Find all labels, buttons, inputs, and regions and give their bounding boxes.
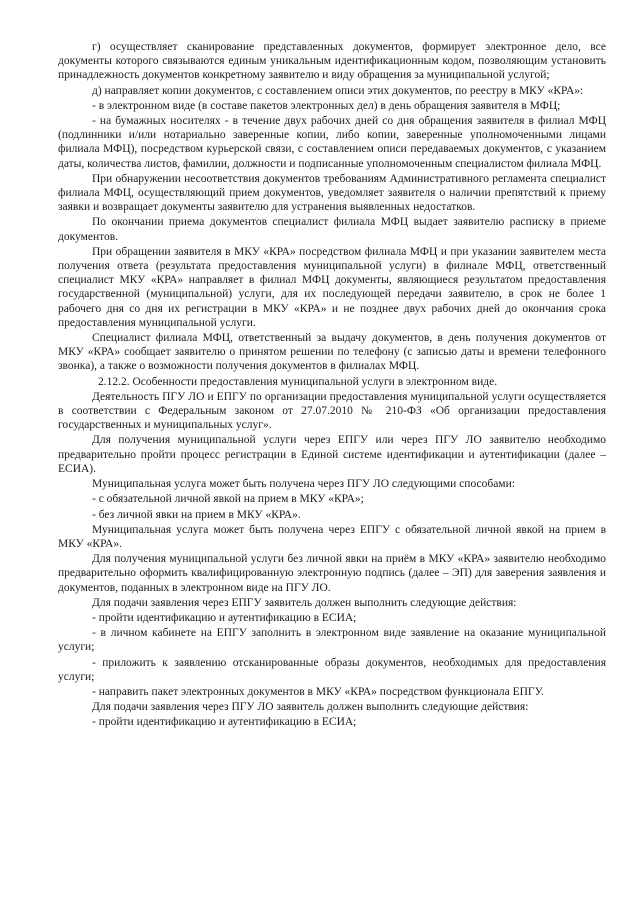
list-item: - пройти идентификацию и аутентификацию в ЕСИА; bbox=[92, 716, 357, 729]
paragraph: д) направляет копии документов, с составлением описи этих документов, по реестру в МКУ «КРА»: bbox=[92, 84, 584, 97]
paragraph: Для подачи заявления через ЕПГУ заявитель должен выполнить следующие действия: bbox=[92, 596, 517, 609]
paragraph: г) осуществляет сканирование представленных документов, формирует электронное дело, все документы которого связываются единым уникальным идентификационным кодом, позволяющим установить принадлежность документов конкретному заявителю и виду обращения за муниципальной услугой; bbox=[58, 41, 606, 82]
list-item: - пройти идентификацию и аутентификацию в ЕСИА; bbox=[92, 611, 357, 624]
list-item: - в личном кабинете на ЕПГУ заполнить в электронном виде заявление на оказание муниципальной услуги; bbox=[58, 627, 606, 654]
list-item: - приложить к заявлению отсканированные образы документов, необходимых для предоставления услуги; bbox=[58, 656, 606, 683]
section-heading: 2.12.2. Особенности предоставления муниципальной услуги в электронном виде. bbox=[98, 375, 498, 388]
paragraph: При обнаружении несоответствия документов требованиям Административного регламента специалист филиала МФЦ, осуществляющий прием документов, уведомляет заявителя о наличии препятствий к приему заявки и возвращает документы заявителю для устранения выявленных недостатков. bbox=[58, 172, 606, 214]
paragraph: Муниципальная услуга может быть получена через ЕПГУ с обязательной личной явкой на прием в МКУ «КРА». bbox=[58, 523, 606, 550]
paragraph: Специалист филиала МФЦ, ответственный за выдачу документов, в день получения документов от МКУ «КРА» сообщает заявителю о принятом решении по телефону (с записью даты и времени телефонного звонка), а также о возможности получения документов в филиалах МФЦ. bbox=[58, 332, 606, 373]
paragraph: Для получения муниципальной услуги без личной явки на приём в МКУ «КРА» заявителю необходимо предварительно оформить квалифицированную электронную подпись (далее – ЭП) для заверения заявления и документов, поданных в электронном виде на ПГУ ЛО. bbox=[58, 553, 606, 594]
paragraph: По окончании приема документов специалист филиала МФЦ выдает заявителю расписку в приеме документов. bbox=[58, 216, 606, 243]
paragraph: Для подачи заявления через ПГУ ЛО заявитель должен выполнить следующие действия: bbox=[92, 701, 529, 714]
paragraph: - в электронном виде (в составе пакетов электронных дел) в день обращения заявителя в МФЦ; bbox=[92, 99, 561, 112]
paragraph: Муниципальная услуга может быть получена через ПГУ ЛО следующими способами: bbox=[92, 478, 515, 491]
document-page bbox=[58, 40, 606, 731]
paragraph: - на бумажных носителях - в течение двух рабочих дней со дня обращения заявителя в филиал МФЦ (подлинники и/или нотариально заверенные копии, либо копии, заверенные уполномоченными лицами филиала МФЦ), посредством курьерской связи, с составлением описи передаваемых документов, с указанием даты, количества листов, фамилии, должности и подписанные уполномоченным специалистом филиала МФЦ. bbox=[58, 115, 606, 170]
paragraph: Деятельность ПГУ ЛО и ЕПГУ по организации предоставления муниципальной услуги осуществляется в соответствии с Федеральным законом от 27.07.2010 № 210-ФЗ «Об организации предоставления государственных и муниципальных услуг». bbox=[58, 390, 606, 432]
list-item: - направить пакет электронных документов в МКУ «КРА» посредством функционала ЕПГУ. bbox=[92, 685, 544, 698]
list-item: - с обязательной личной явкой на прием в МКУ «КРА»; bbox=[92, 493, 364, 506]
paragraph: Для получения муниципальной услуги через ЕПГУ или через ПГУ ЛО заявителю необходимо предварительно пройти процесс регистрации в Единой системе идентификации и аутентификации (далее – ЕСИА). bbox=[58, 434, 606, 475]
paragraph: При обращении заявителя в МКУ «КРА» посредством филиала МФЦ и при указании заявителем места получения ответа (результата предоставления муниципальной услуги) в филиале МФЦ, ответственный специалист МКУ «КРА» направляет в филиал МФЦ документы, являющиеся результатом предоставления государственной (муниципальной) услуги, для их последующей передачи заявителю, в срок не более 1 рабочего дня со дня их регистрации в МКУ «КРА» и не позднее двух рабочих дней до окончания срока предоставления муниципальной услуги. bbox=[58, 245, 606, 329]
list-item: - без личной явки на прием в МКУ «КРА». bbox=[92, 508, 301, 521]
